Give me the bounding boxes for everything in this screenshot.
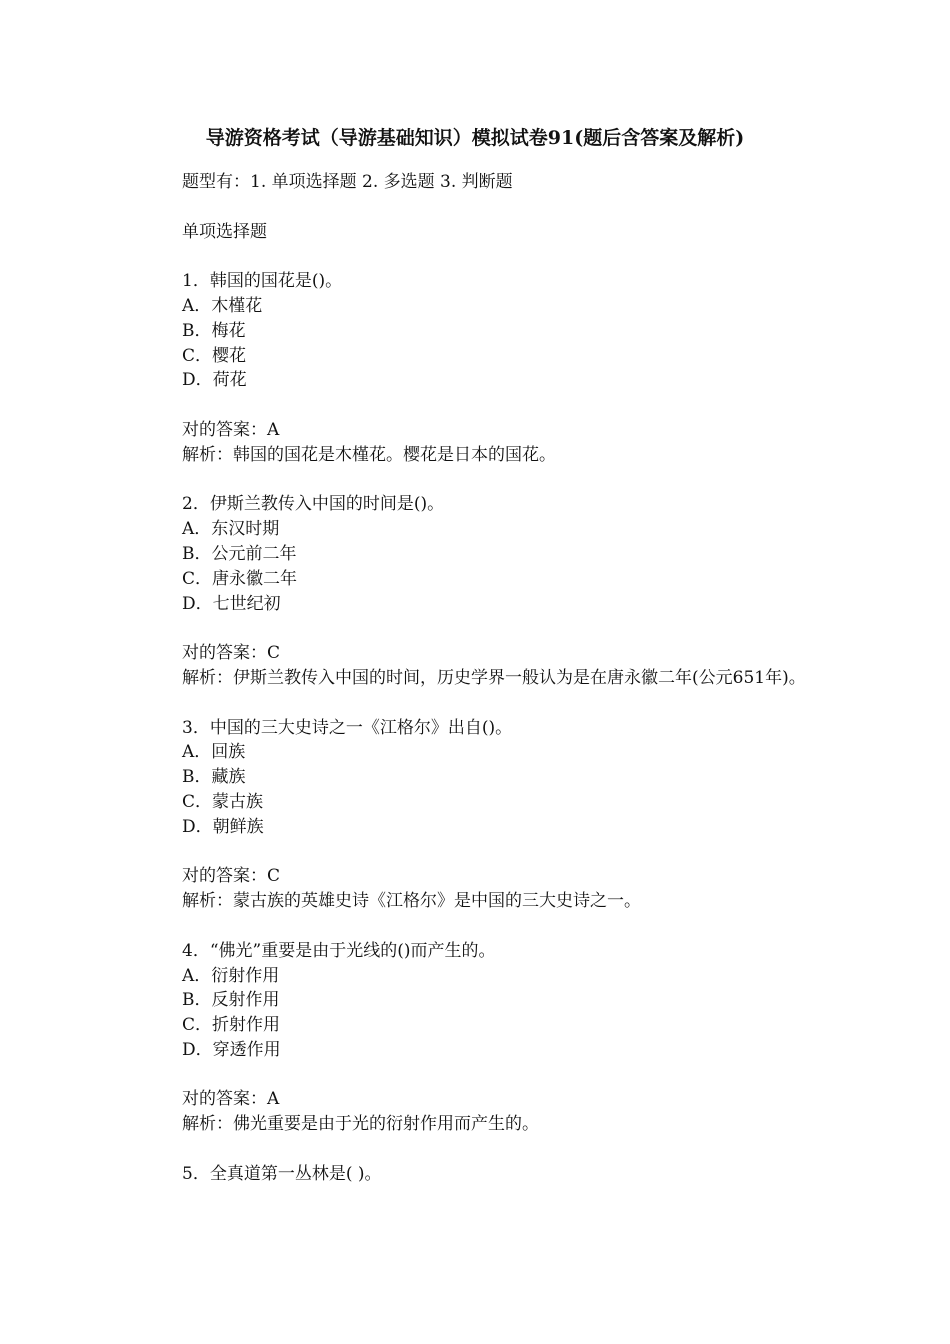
option-c: C．蒙古族 bbox=[182, 791, 264, 812]
section-heading: 单项选择题 bbox=[182, 221, 267, 242]
answer: 对的答案：A bbox=[182, 1089, 280, 1110]
option-c: C．樱花 bbox=[182, 345, 247, 366]
option-a: A．木槿花 bbox=[182, 295, 263, 316]
option-c: C．折射作用 bbox=[182, 1015, 281, 1036]
answer: 对的答案：C bbox=[182, 866, 281, 887]
option-a: A．回族 bbox=[182, 742, 246, 763]
answer: 对的答案：C bbox=[182, 643, 281, 664]
option-b: B．反射作用 bbox=[182, 990, 280, 1011]
option-d: D．七世纪初 bbox=[182, 593, 281, 614]
option-a: A．东汉时期 bbox=[182, 519, 280, 540]
question-stem: 4．“佛光”重要是由于光线的()而产生的。 bbox=[182, 940, 496, 961]
option-d: D．穿透作用 bbox=[182, 1039, 281, 1060]
option-b: B．梅花 bbox=[182, 320, 246, 341]
option-d: D．荷花 bbox=[182, 370, 247, 391]
option-b: B．藏族 bbox=[182, 767, 246, 788]
question-stem: 1．韩国的国花是()。 bbox=[182, 271, 343, 292]
question-types: 题型有：1. 单项选择题 2. 多选题 3. 判断题 bbox=[182, 172, 513, 192]
analysis: 解析：佛光重要是由于光的衍射作用而产生的。 bbox=[182, 1114, 539, 1135]
option-b: B．公元前二年 bbox=[182, 543, 297, 564]
option-d: D．朝鲜族 bbox=[182, 816, 264, 837]
answer: 对的答案：A bbox=[182, 419, 280, 440]
option-c: C．唐永徽二年 bbox=[182, 568, 298, 589]
analysis: 解析：韩国的国花是木槿花。樱花是日本的国花。 bbox=[182, 444, 556, 465]
question-stem: 5．全真道第一丛林是( )。 bbox=[182, 1163, 382, 1184]
document-body bbox=[182, 170, 812, 1187]
analysis: 解析：伊斯兰教传入中国的时间，历史学界一般认为是在唐永徽二年(公元651年)。 bbox=[182, 667, 806, 688]
analysis: 解析：蒙古族的英雄史诗《江格尔》是中国的三大史诗之一。 bbox=[182, 891, 641, 912]
option-a: A．衍射作用 bbox=[182, 965, 280, 986]
document-title: 导游资格考试（导游基础知识）模拟试卷91(题后含答案及解析) bbox=[205, 127, 745, 149]
question-stem: 3．中国的三大史诗之一《江格尔》出自()。 bbox=[182, 717, 513, 738]
question-stem: 2．伊斯兰教传入中国的时间是()。 bbox=[182, 494, 445, 515]
